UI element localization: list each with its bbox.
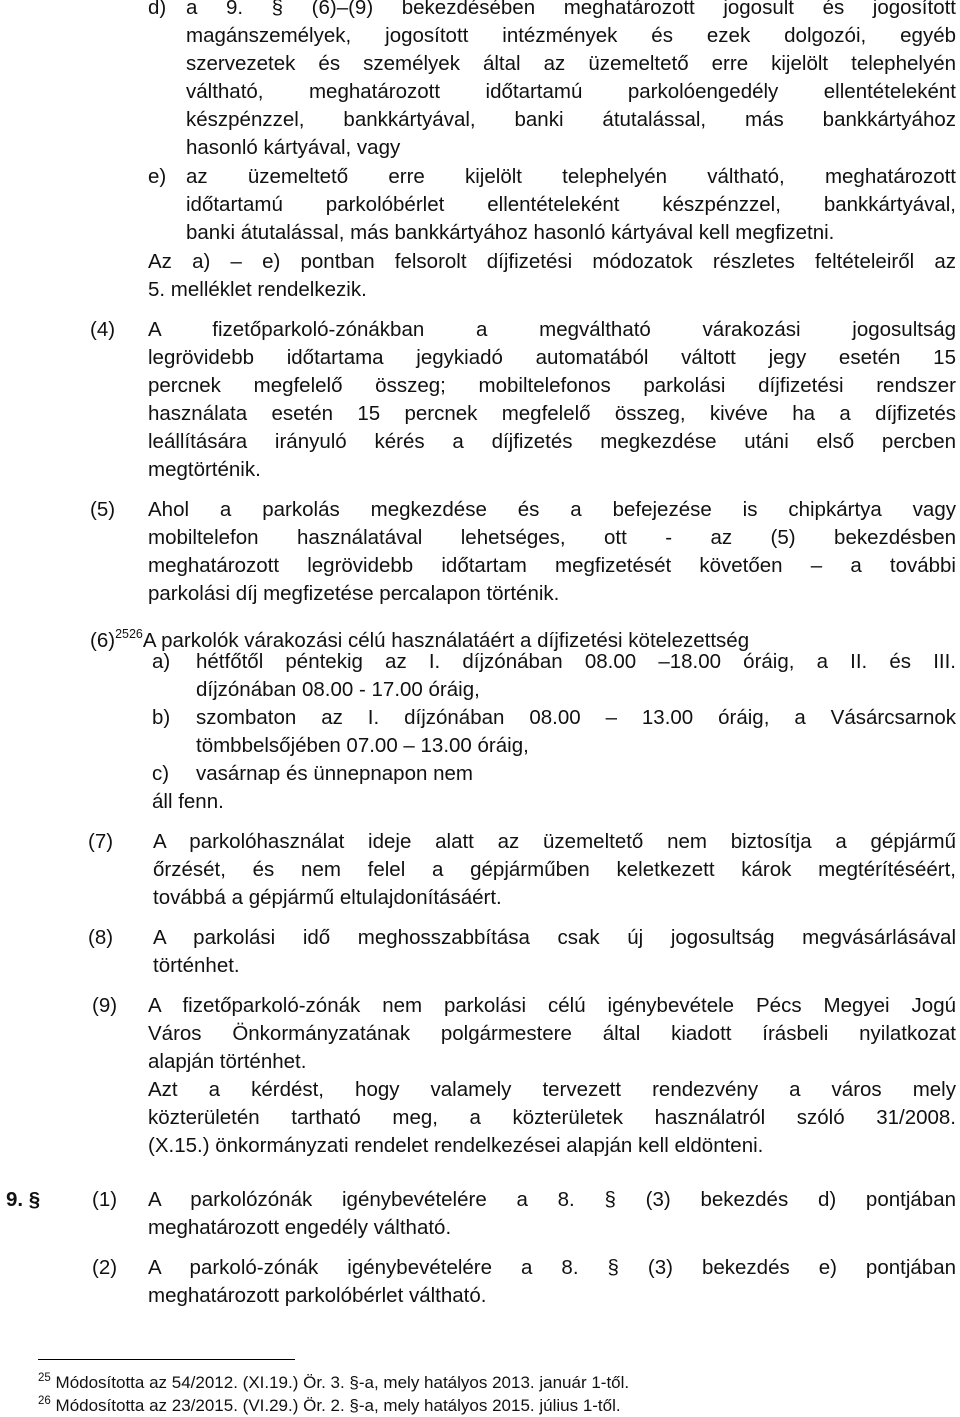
item-d-line: készpénzzel, bankkártyával, banki átutalással, más bankkártyához xyxy=(186,108,956,131)
section-9-p1-label: (1) xyxy=(92,1188,118,1211)
para-9-line: alapján történhet. xyxy=(148,1050,307,1073)
para-4-line: leállítására irányuló kérés a díjfizetés megkezdése utáni első percben xyxy=(148,430,956,453)
para-8-line: A parkolási idő meghosszabbítása csak új jogosultság megvásárlásával xyxy=(153,926,956,949)
item-d-line: a 9. § (6)–(9) bekezdésében meghatározott jogosult és jogosított xyxy=(186,0,956,19)
footnote-number: 26 xyxy=(38,1395,51,1407)
para-5-line: parkolási díj megfizetése percalapon történik. xyxy=(148,582,560,605)
para-8-line: történhet. xyxy=(153,954,240,977)
summary-line: Az a) – e) pontban felsorolt díjfizetési módozatok részletes feltételeiről az xyxy=(148,250,956,273)
para-4-line: percnek megfelelő összeg; mobiltelefonos parkolási díjfizetési rendszer xyxy=(148,374,956,397)
item-d-line: váltható, meghatározott időtartamú parkolóengedély ellentételeként xyxy=(186,80,956,103)
para-4-label: (4) xyxy=(90,318,116,341)
footnote-text: Módosította az 54/2012. (XI.19.) Ör. 3. §-a, mely hatályos 2013. január 1-től. xyxy=(55,1373,630,1392)
item-d-line: szervezetek és személyek által az üzemeltető erre kijelölt telephelyén xyxy=(186,52,956,75)
section-9-p2-line: A parkoló-zónák igénybevételére a 8. § (3) bekezdés e) pontjában xyxy=(148,1256,956,1279)
footnote-text: Módosította az 23/2015. (VI.29.) Ör. 2. §-a, mely hatályos 2015. július 1-től. xyxy=(55,1396,621,1415)
item-e-line: az üzemeltető erre kijelölt telephelyén váltható, meghatározott xyxy=(186,165,956,188)
para-9-line: közterületén tartható meg, a közterületek használatról szóló 31/2008. xyxy=(148,1106,956,1129)
section-9-p1-line: A parkolózónák igénybevételére a 8. § (3) bekezdés d) pontjában xyxy=(148,1188,956,1211)
footnote-number: 25 xyxy=(38,1372,51,1384)
para-6-b-line: szombaton az I. díjzónában 08.00 – 13.00 óráig, a Vásárcsarnok xyxy=(196,706,956,729)
para-6-b-label: b) xyxy=(152,706,171,729)
para-4-line: A fizetőparkoló-zónákban a megváltható várakozási jogosultság xyxy=(148,318,956,341)
section-9-p2-line: meghatározott parkolóbérlet váltható. xyxy=(148,1284,487,1307)
para-5-line: Ahol a parkolás megkezdése és a befejezése is chipkártya vagy xyxy=(148,498,956,521)
para-5-label: (5) xyxy=(90,498,116,521)
para-7-line: továbbá a gépjármű eltulajdonításáért. xyxy=(153,886,502,909)
para-6-a-line: hétfőtől péntekig az I. díjzónában 08.00 –18.00 óráig, a II. és III. xyxy=(196,650,956,673)
para-7-label: (7) xyxy=(88,830,114,853)
footnote xyxy=(38,1390,621,1417)
footnote-separator xyxy=(38,1359,295,1360)
para-6-a-label: a) xyxy=(152,650,171,673)
para-9-line: Azt a kérdést, hogy valamely tervezett rendezvény a város mely xyxy=(148,1078,956,1101)
para-6-c-label: c) xyxy=(152,762,170,785)
summary-line: 5. melléklet rendelkezik. xyxy=(148,278,367,301)
item-d-line: hasonló kártyával, vagy xyxy=(186,136,401,159)
para-5-line: meghatározott legrövidebb időtartam megfizetését követően – a további xyxy=(148,554,956,577)
section-9-p1-line: meghatározott engedély váltható. xyxy=(148,1216,452,1239)
para-5-line: mobiltelefon használatával lehetséges, ott - az (5) bekezdésben xyxy=(148,526,956,549)
item-e-label: e) xyxy=(148,165,167,188)
para-6-a-line: díjzónában 08.00 - 17.00 óráig, xyxy=(196,678,480,701)
para-6-c-line: áll fenn. xyxy=(152,790,224,813)
para-6-label: (6) xyxy=(90,629,116,652)
item-e-line: időtartamú parkolóbérlet ellentételeként készpénzzel, bankkártyával, xyxy=(186,193,956,216)
para-6-c-line: vasárnap és ünnepnapon nem xyxy=(196,762,473,785)
para-7-line: őrzését, és nem felel a gépjárműben keletkezett károk megtérítéséért, xyxy=(153,858,956,881)
para-4-line: használata esetén 15 percnek megfelelő összeg, kivéve ha a díjfizetés xyxy=(148,402,956,425)
para-9-label: (9) xyxy=(92,994,118,1017)
para-6-intro: A parkolók várakozási célú használatáért a díjfizetési kötelezettség xyxy=(142,629,750,652)
item-d-label: d) xyxy=(148,0,167,19)
para-9-line: A fizetőparkoló-zónák nem parkolási célú igénybevétele Pécs Megyei Jogú xyxy=(148,994,956,1017)
para-6-b-line: tömbbelsőjében 07.00 – 13.00 óráig, xyxy=(196,734,529,757)
para-8-label: (8) xyxy=(88,926,114,949)
item-d-line: magánszemélyek, jogosított intézmények és ezek dolgozói, egyéb xyxy=(186,24,956,47)
para-9-line: Város Önkormányzatának polgármestere által kiadott írásbeli nyilatkozat xyxy=(148,1022,956,1045)
footnote-reference: 2526 xyxy=(115,627,143,641)
para-4-line: legrövidebb időtartama jegykiadó automatából váltott jegy esetén 15 xyxy=(148,346,956,369)
section-9-label: 9. § xyxy=(6,1188,41,1211)
item-e-line: banki átutalással, más bankkártyához hasonló kártyával kell megfizetni. xyxy=(186,221,835,244)
para-7-line: A parkolóhasználat ideje alatt az üzemeltető nem biztosítja a gépjármű xyxy=(153,830,956,853)
para-4-line: megtörténik. xyxy=(148,458,261,481)
section-9-p2-label: (2) xyxy=(92,1256,118,1279)
para-9-line: (X.15.) önkormányzati rendelet rendelkezései alapján kell eldönteni. xyxy=(148,1134,764,1157)
